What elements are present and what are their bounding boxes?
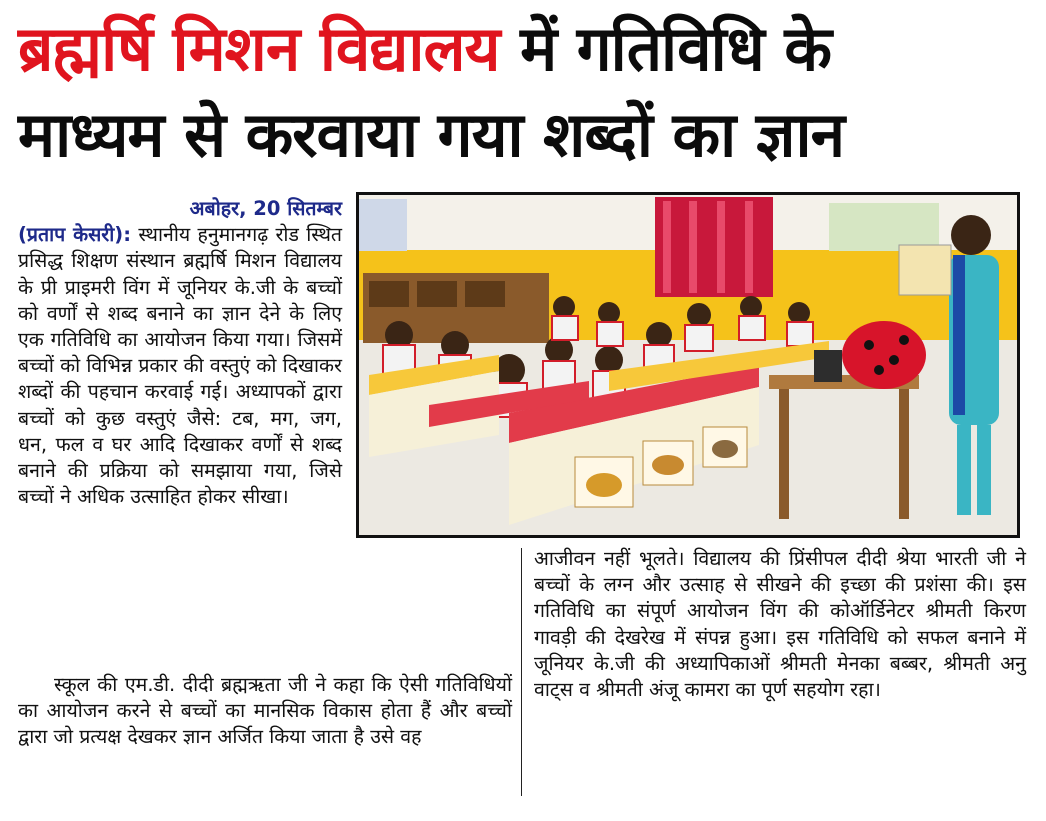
headline <box>18 6 1034 178</box>
classroom-photo <box>356 192 1020 538</box>
article-para-2: स्कूल की एम.डी. दीदी ब्रह्मऋता जी ने कहा कि ऐसी गतिविधियों का आयोजन करने से बच्चों का मानसिक विकास होता हैं और बच्चों द्वारा जो प्रत्यक्ष देखकर ज्ञान अर्जित किया जाता है उसे वह <box>18 673 512 749</box>
headline-line-2: माध्यम से करवाया गया शब्दों का ज्ञान <box>18 98 845 171</box>
classroom-illustration <box>359 195 1017 535</box>
article-column-2 <box>534 546 1026 703</box>
column-divider <box>521 548 522 796</box>
article-para-1: स्थानीय हनुमानगढ़ रोड स्थित प्रसिद्ध शिक्षण संस्थान ब्रह्मर्षि मिशन विद्यालय के प्री प्राइमरी विंग में जूनियर के.जी के बच्चों को वर्णों से शब्द बनाने का ज्ञान देने के लिए एक गतिविधि का आयोजन किया गया। जिसमें बच्चों को विभिन्न प्रकार की वस्तुएं को दिखाकर शब्दों की पहचान करवाई गई। अध्यापकों द्वारा बच्चों को कुछ वस्तुएं जैसे: टब, मग, जग, धन, फल व घर आदि दिखाकर वर्णों से शब्द बनाने की प्रक्रिया को समझाया गया, जिसे बच्चों ने अधिक उत्साहित होकर सीखा। <box>18 223 343 509</box>
headline-line-1 <box>18 6 1034 92</box>
article-column-1-top <box>18 196 342 510</box>
article-column-1-bottom <box>18 672 512 751</box>
dateline-source: (प्रताप केसरी): <box>18 223 132 247</box>
headline-line-1-rest: में गतिविधि के <box>499 12 831 85</box>
dateline-place-date: अबोहर, 20 सितम्बर <box>189 197 342 220</box>
article-para-3: आजीवन नहीं भूलते। विद्यालय की प्रिंसीपल दीदी श्रेया भारती जी ने बच्चों के लग्न और उत्साह से सीखने की इच्छा की प्रशंसा की। इस गतिविधि का संपूर्ण आयोजन विंग की कोऑर्डिनेटर श्रीमती किरण गावड़ी की देखरेख में संपन्न हुआ। इस गतिविधि को सफल बनाने में जूनियर के.जी की अध्यापिकाओं श्रीमती मेनका बब्बर, श्रीमती अनु वाट्स व श्रीमती अंजू कामरा का पूर्ण सहयोग रहा। <box>534 547 1026 702</box>
headline-school-name: ब्रह्मर्षि मिशन विद्यालय <box>18 12 500 85</box>
